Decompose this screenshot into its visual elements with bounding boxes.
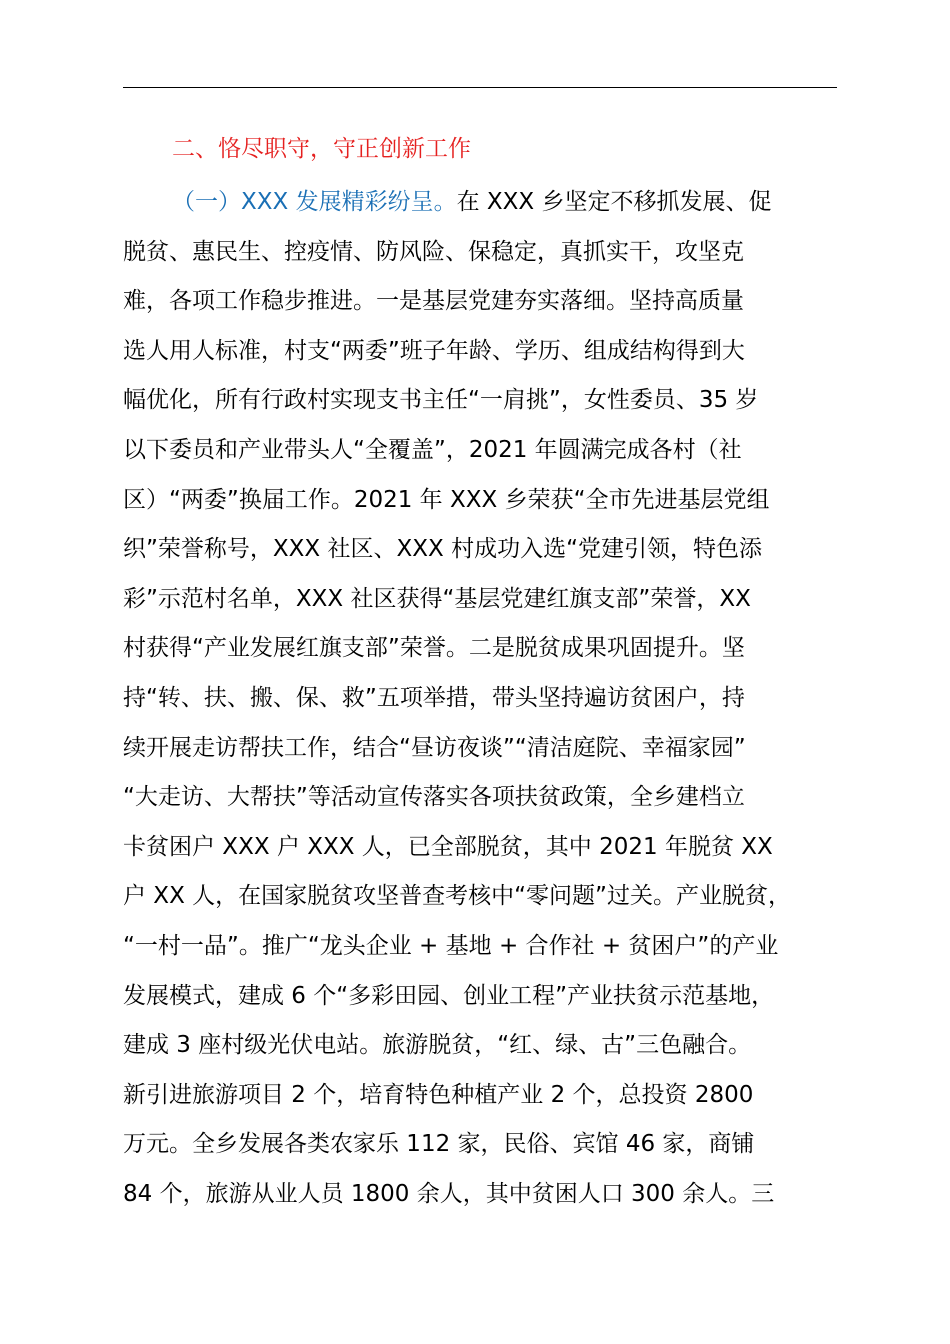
paragraph-line: 彩”示范村名单，XXX 社区获得“基层党建红旗支部”荣誉，XX xyxy=(123,585,751,612)
paragraph-line: “大走访、大帮扶”等活动宣传落实各项扶贫政策，全乡建档立 xyxy=(123,784,745,811)
paragraph-line: 织”荣誉称号，XXX 社区、XXX 村成功入选“党建引领，特色添 xyxy=(123,536,762,563)
paragraph-line xyxy=(123,178,837,228)
paragraph-line: 以下委员和产业带头人“全覆盖”，2021 年圆满完成各村（社 xyxy=(123,436,742,463)
paragraph-line: 新引进旅游项目 2 个，培育特色种植产业 2 个，总投资 2800 xyxy=(123,1081,754,1108)
paragraph-line: 万元。全乡发展各类农家乐 112 家，民俗、宾馆 46 家，商铺 xyxy=(123,1131,755,1158)
paragraph-line: 持“转、扶、搬、保、救”五项举措，带头坚持遍访贫困户，持 xyxy=(123,684,745,711)
line-text: 在 XXX 乡坚定不移抓发展、促 xyxy=(456,189,772,215)
paragraph-line: 难，各项工作稳步推进。一是基层党建夯实落细。坚持高质量 xyxy=(123,288,744,315)
paragraph-line: 区）“两委”换届工作。2021 年 XXX 乡荣获“全市先进基层党组 xyxy=(123,486,770,513)
paragraph-line: 84 个，旅游从业人员 1800 余人，其中贫困人口 300 余人。三 xyxy=(123,1180,775,1207)
paragraph-line: “一村一品”。推广“龙头企业 + 基地 + 合作社 + 贫困户”的产业 xyxy=(123,932,779,959)
paragraph-line: 户 XX 人，在国家脱贫攻坚普查考核中“零问题”过关。产业脱贫， xyxy=(123,883,791,910)
paragraph-line: 发展模式，建成 6 个“多彩田园、创业工程”产业扶贫示范基地， xyxy=(123,982,775,1009)
section-heading: 二、恪尽职守，守正创新工作 xyxy=(172,136,471,162)
paragraph-line: 村获得“产业发展红旗支部”荣誉。二是脱贫成果巩固提升。坚 xyxy=(123,635,745,662)
paragraph-line: 卡贫困户 XXX 户 XXX 人，已全部脱贫，其中 2021 年脱贫 XX xyxy=(123,833,773,860)
paragraph-line: 幅优化，所有行政村实现支书主任“一肩挑”，女性委员、35 岁 xyxy=(123,387,759,414)
header-rule xyxy=(123,87,837,88)
paragraph-line: 选人用人标准，村支“两委”班子年龄、学历、组成结构得到大 xyxy=(123,337,745,364)
paragraph-line: 续开展走访帮扶工作，结合“昼访夜谈”“清洁庭院、幸福家园” xyxy=(123,734,746,761)
paragraph-line: 脱贫、惠民生、控疫情、防风险、保稳定，真抓实干，攻坚克 xyxy=(123,238,744,265)
body-paragraph xyxy=(123,178,837,1219)
subsection-heading: （一）XXX 发展精彩纷呈。 xyxy=(172,189,457,215)
paragraph-line: 建成 3 座村级光伏电站。旅游脱贫，“红、绿、古”三色融合。 xyxy=(123,1032,752,1059)
